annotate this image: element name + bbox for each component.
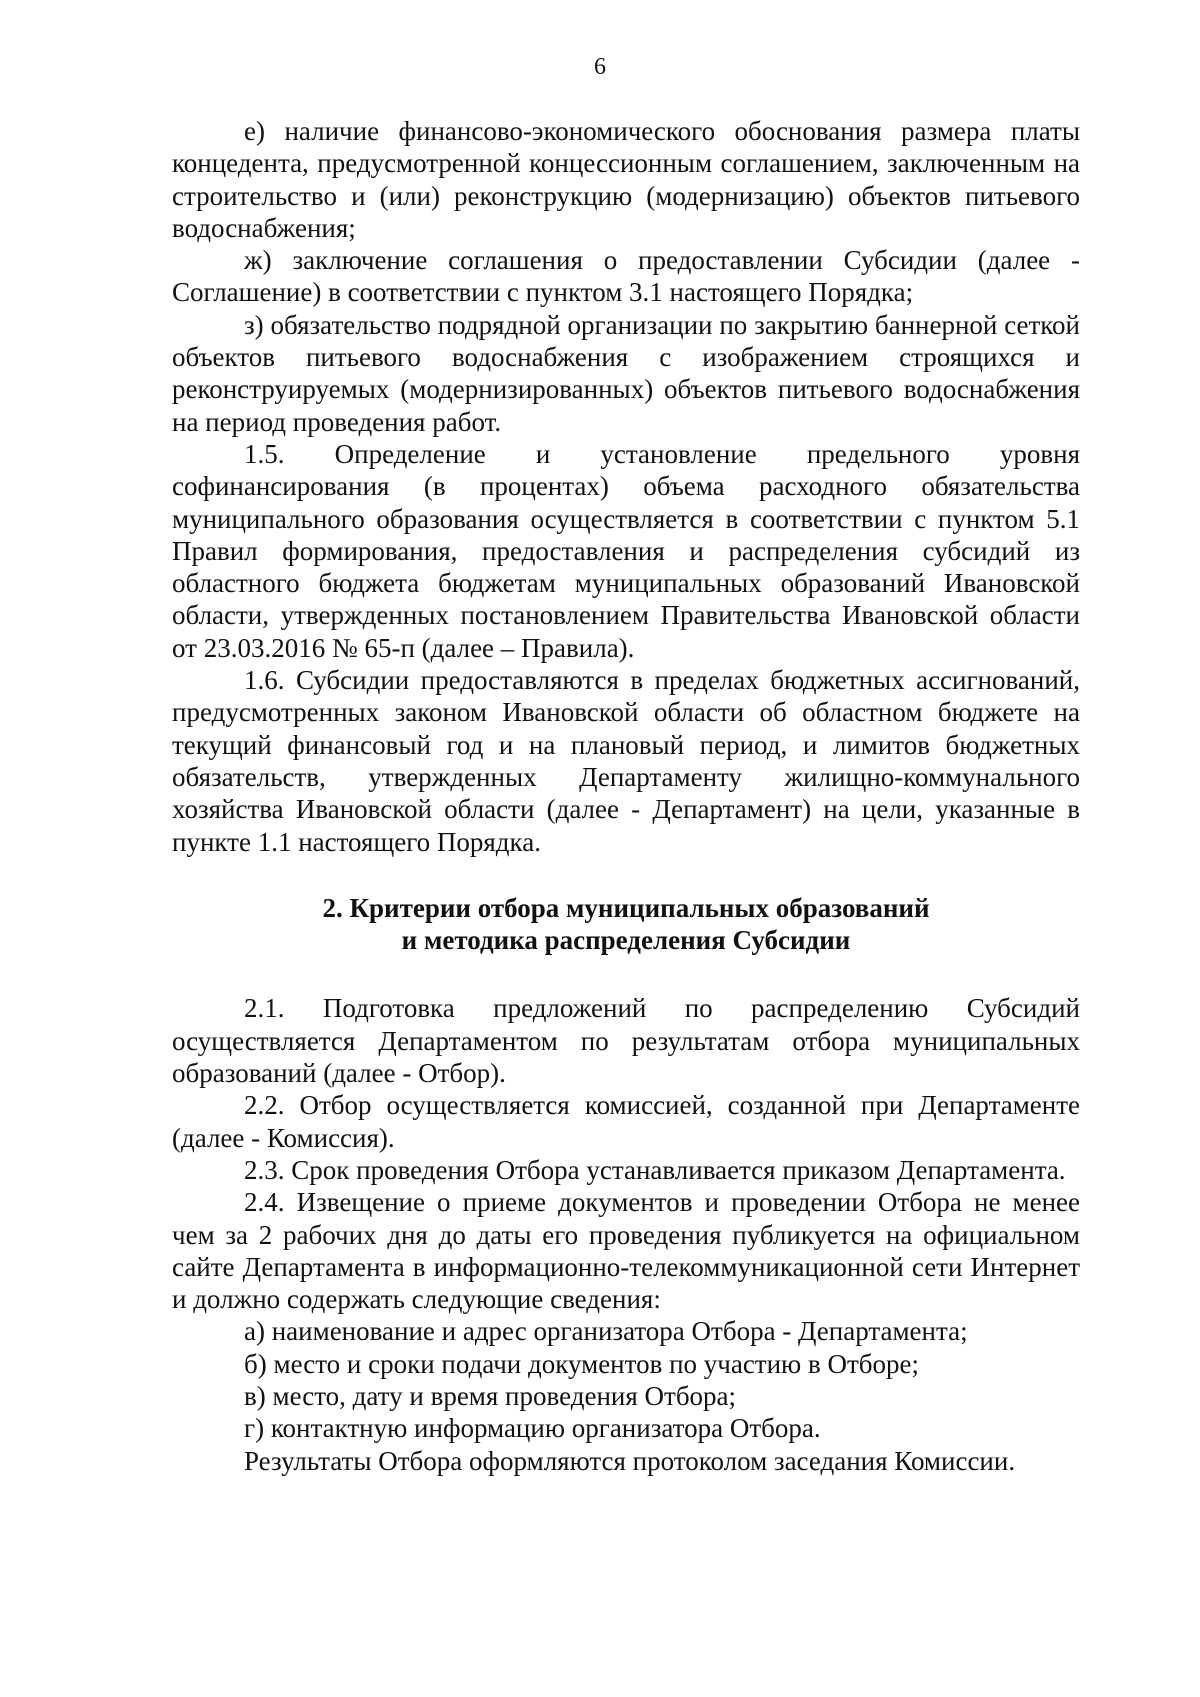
- section-heading-line-1: 2. Критерии отбора муниципальных образований: [322, 892, 930, 923]
- section-heading-line-2: и методика распределения Субсидии: [401, 925, 851, 956]
- list-item-b: б) место и сроки подачи документов по участию в Отборе;: [244, 1348, 919, 1379]
- paragraph-item-e: е) наличие финансово-экономического обоснования размера платы концедента, предусмотренной концессионным соглашением, заключенным на строительство и (или) реконструкцию (модернизацию) объектов питьевого водоснабжения;: [172, 116, 1080, 243]
- paragraph-1-5: 1.5. Определение и установление предельного уровня софинансирования (в процентах) объема расходного обязательства муниципального образования осуществляется в соответствии с пунктом 5.1 Правил формирования, предоставления и распределения субсидий из областного бюджета бюджетам муниципальных образований Ивановской области, утвержденных постановлением Правительства Ивановской области от 23.03.2016 № 65-п (далее – Правила).: [172, 438, 1080, 663]
- paragraph-2-1: 2.1. Подготовка предложений по распределению Субсидий осуществляется Департаментом по результатам отбора муниципальных образований (далее - Отбор).: [172, 993, 1080, 1089]
- list-item-g: г) контактную информацию организатора Отбора.: [244, 1413, 821, 1444]
- paragraph-results: Результаты Отбора оформляются протоколом заседания Комиссии.: [244, 1445, 1016, 1476]
- paragraph-1-6: 1.6. Субсидии предоставляются в пределах бюджетных ассигнований, предусмотренных законом Ивановской области об областном бюджете на текущий финансовый год и на плановый период, и лимитов бюджетных обязательств, утвержденных Департаменту жилищно-коммунального хозяйства Ивановской области (далее - Департамент) на цели, указанные в пункте 1.1 настоящего Порядка.: [172, 665, 1080, 857]
- paragraph-2-3: 2.3. Срок проведения Отбора устанавливается приказом Департамента.: [244, 1154, 1066, 1185]
- paragraph-2-2: 2.2. Отбор осуществляется комиссией, созданной при Департаменте (далее - Комиссия).: [172, 1090, 1080, 1153]
- section-heading: [172, 892, 1080, 957]
- page-number: 6: [594, 54, 606, 80]
- paragraph-2-4: 2.4. Извещение о приеме документов и проведении Отбора не менее чем за 2 рабочих дня до даты его проведения публикуется на официальном сайте Департамента в информационно-телекоммуникационной сети Интернет и должно содержать следующие сведения:: [172, 1187, 1080, 1315]
- document-body: [172, 115, 1080, 1477]
- list-item-v: в) место, дату и время проведения Отбора;: [244, 1380, 737, 1411]
- paragraph-item-z: з) обязательство подрядной организации по закрытию баннерной сеткой объектов питьевого водоснабжения с изображением строящихся и реконструируемых (модернизированных) объектов питьевого водоснабжения на период проведения работ.: [172, 309, 1080, 437]
- paragraph-item-zh: ж) заключение соглашения о предоставлении Субсидии (далее - Соглашение) в соответствии с пунктом 3.1 настоящего Порядка;: [172, 245, 1080, 308]
- list-item-a: а) наименование и адрес организатора Отбора - Департамента;: [244, 1316, 968, 1347]
